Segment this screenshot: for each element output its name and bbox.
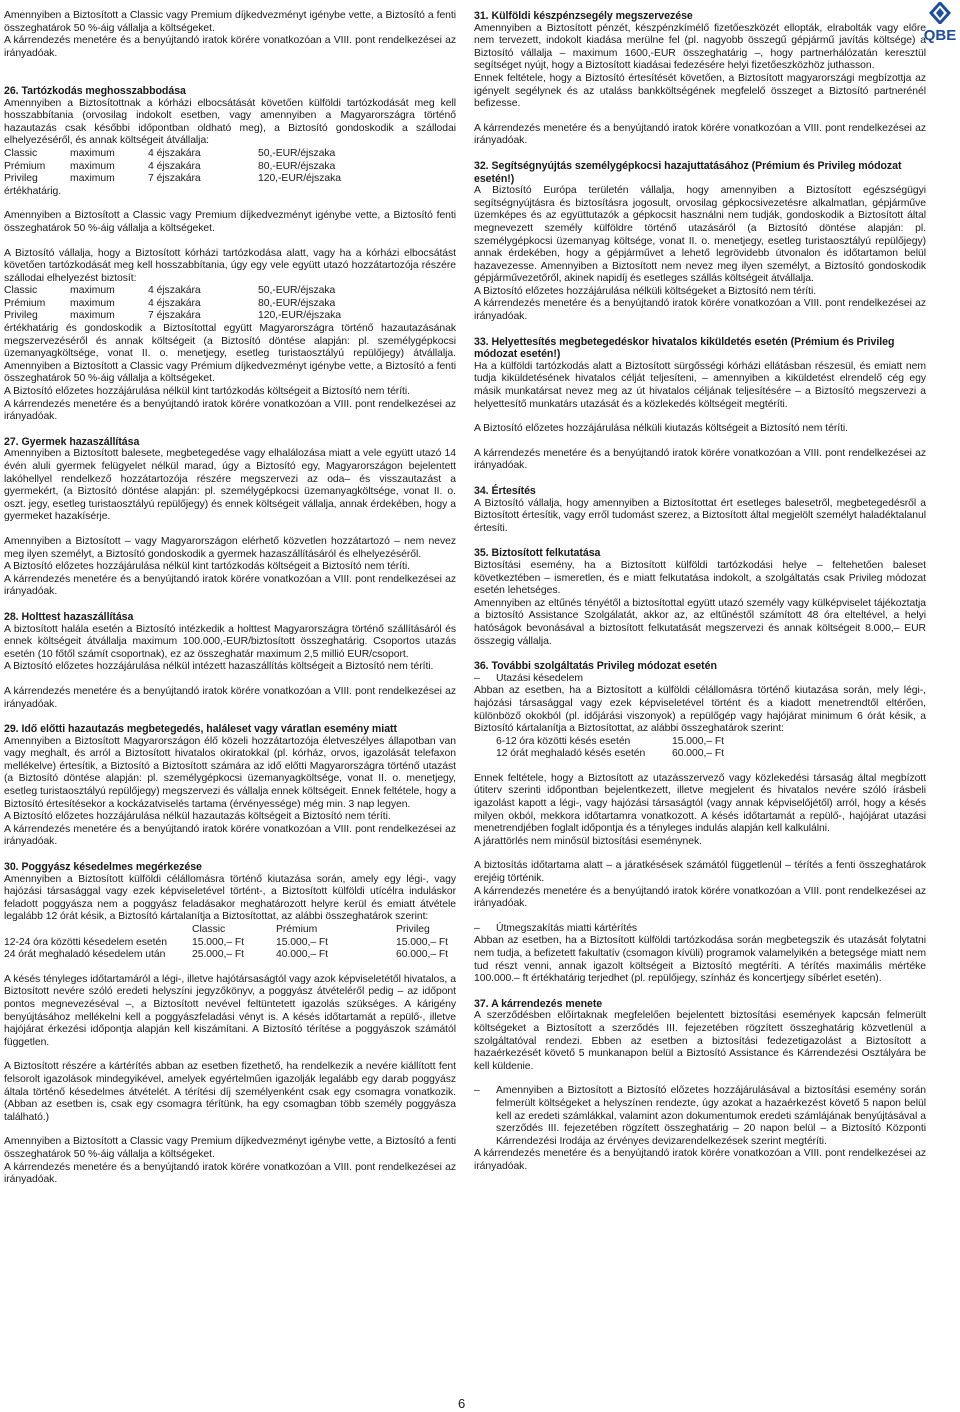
page-number: 6 [458,1396,466,1411]
section-35-title: 35. Biztosított felkutatása [474,547,601,560]
paragraph: A biztosítás időtartama alatt – a járatkésések számától függetlenül – térítés a fenti összeghatárok erejéig történik. [474,860,926,885]
paragraph: A kárrendezés menetére és a benyújtandó iratok körére vonatkozóan a VIII. pont rendelkezései az irányadóak. [4,1161,456,1186]
hotel-rate-table [4,148,341,186]
paragraph: Amennyiben a Biztosított Magyarországon élő közeli hozzátartozója életveszélyes állapotban van vagy meghalt, és arról a Biztosított hivatalos okiratokkal (pl. kórház, orvos, igazolását telefaxon mellékelve) értesítik, a Biztosító a Biztosított számára az idő előtti Magyarországra történő utazást (a Biztosító döntése alapján: pl. személygépkocsi üzemanyagköltsége, vonat II. o. menetjegy, esetleg turistaosztályú repülőjegy) megszervezi és vállalja ennek költségeit. Ennek feltétele, hogy a Biztosító értesítésekor a kockázatviselés tartama (érvényessége) még min. 3 nap legyen. [4,735,456,810]
table-cell: 4 éjszakára [148,297,201,309]
table-cell: maximum [70,285,115,297]
table-cell: Prémium [4,160,46,172]
paragraph: A biztosított halála esetén a Biztosító intézkedik a holttest Magyarországra történő szállításáról és ennek költségeit átvállalja maximum 100.000,-EUR/biztosított összeghatárig. Csoportos utazás esetén (10 főtől számít csoportnak), ez az összeghatár maximum 2,5 millió EUR/csoport. [4,623,456,660]
paragraph: Amennyiben a Biztosított – vagy Magyarországon elérhető közvetlen hozzátartozó – nem nevez meg ilyen személyt, a Biztosító gondoskodik a gyermek hazaszállításáról és elhelyezéséről. [4,535,456,560]
paragraph: A kárrendezés menetére és a benyújtandó iratok körére vonatkozóan a VIII. pont rendelkezései az irányadóak. [4,398,456,423]
table-row [4,148,341,161]
table-cell: 15.000,– Ft [672,735,725,747]
table-cell: 4 éjszakára [148,147,201,159]
table-cell: 4 éjszakára [148,160,201,172]
table-cell: 24 órát meghaladó késedelem után [4,949,166,961]
table-header-row [4,924,456,937]
table-cell: 15.000,– Ft [276,936,329,948]
paragraph: A kárrendezés menetére és a benyújtandó iratok körére vonatkozóan a VIII. pont rendelkezései az irányadóak. [474,298,926,323]
dash-bullet: – [474,1085,480,1097]
baggage-delay-table [4,924,456,962]
dash-bullet: – [474,922,480,934]
paragraph: Amennyiben a Biztosított balesete, megbetegedése vagy elhalálozása miatt a vele együtt utazó 14 évén aluli gyermek felügyelet nélkül marad, úgy a Biztosító egy, Magyarországon bejelentett lakóhellyel rendelkező hozzátartozója részére megszervezi az oda– és visszautazást a gyermekért, (a Biztosító döntése alapján: pl. személygépkocsi üzemanyagköltsége, vonat II. o. oszt. jegy, esetleg turistaosztályú repülőjegy) és ennek költségeit vállalja, annak érdekében, hogy a gyermeket hazakísérje. [4,448,456,523]
dash-item-title: Útmegszakítás miatti kártérítés [496,922,638,934]
section-27-title: 27. Gyermek hazaszállítása [4,435,140,448]
dash-item-text: Amennyiben a Biztosított a Biztosító előzetes hozzájárulásával a biztosítási esemény során felmerült költségeket a helyszínen rendezte, úgy azokat a hazaérkezést követő 5 napon belül kell az eredeti számlákkal, valamint azon dokumentumok eredeti számlájának benyújtásával a szerződés III. fejezetében rögzített összeghatárig – 20 napon belül – a Biztosító Központi Kárrendezési Irodája az érvényes devizarendelkezések szerint megtéríti. [496,1085,926,1147]
paragraph: A kárrendezés menetére és a benyújtandó iratok körére vonatkozóan a VIII. pont rendelkezései az irányadóak. [4,823,456,848]
paragraph: Amennyiben az eltűnés tényétől a biztosítottal együtt utazó személy vagy külképviselet tájékoztatja a biztosító Assistance Szolgálatát, akkor az, az eltűnéstől számított 48 óra elteltével, a helyi hatóságok bevonásával a biztosított felkutatását megszervezi és annak költségeit 8.000,– EUR összegig vállalja. [474,597,926,647]
table-cell: 120,-EUR/éjszaka [258,173,341,185]
table-header-cell: Prémium [276,924,318,935]
paragraph: A Biztosító előzetes hozzájárulása nélkül kint tartózkodás költségeit a Biztosító nem téríti. [4,386,410,398]
paragraph: A Biztosító vállalja, hogy amennyiben a Biztosítottat ért esetleges balesetről, megbetegedésről a Biztosított értesítik, vagy erről tudomást szerez, a Biztosított által megjelölt személyt haladéktalanul értesíti. [474,497,926,534]
table-cell: Privileg [4,173,38,185]
qbe-logo [920,2,960,44]
paragraph: A Biztosító előzetes hozzájárulása nélkül intézett hazaszállítás költségeit a Biztosító nem téríti. [4,661,434,673]
paragraph: A kárrendezés menetére és a benyújtandó iratok körére vonatkozóan a VIII. pont rendelkezései az irányadóak. [474,122,926,147]
table-row [4,173,341,186]
table-row [4,285,341,298]
section-29-title: 29. Idő előtti hazautazás megbetegedés, haláleset vagy váratlan esemény miatt [4,723,397,736]
paragraph: A járattörlés nem minősül biztosítási eseménynek. [474,835,702,847]
dash-bullet: – [474,672,480,684]
table-row [4,298,341,311]
table-cell: 60.000,– Ft [396,949,449,961]
qbe-logo-text: QBE [923,27,957,44]
paragraph: A Biztosító előzetes hozzájárulása nélküli kiutazás költségeit a Biztosító nem téríti. [474,423,848,435]
qbe-emblem-icon [920,2,960,24]
table-cell: 40.000,– Ft [276,949,329,961]
paragraph: Amennyiben a Biztosított a Classic vagy Premium díjkedvezményt igénybe vette, a Biztosító fenti összeghatárok 50 %-áig vállalja a költségeket. [4,210,456,234]
table-cell: maximum [70,173,115,185]
table-cell: 50,-EUR/éjszaka [258,285,336,297]
section-32-title: 32. Segítségnyújtás személygépkocsi hazajuttatásához (Prémium és Privileg módozat esetén!) [474,159,902,185]
paragraph: A kárrendezés menetére és a benyújtandó iratok körére vonatkozóan a VIII. pont rendelkezései az irányadóak. [474,447,926,472]
table-header-cell [4,924,192,937]
table-cell: 80,-EUR/éjszaka [258,297,336,309]
table-header-cell: Classic [192,924,226,935]
paragraph: A kárrendezés menetére és a benyújtandó iratok körére vonatkozóan a VIII. pont rendelkezései az irányadóak. [4,685,456,710]
paragraph: A Biztosított részére a kártérítés abban az esetben fizethető, ha rendelkezik a nevére kiállított fent felsorolt igazolások mindegyikével, amelyek egyértelműen igazolják legalább egy darab poggyász általa történő késedelmes átvételét. A térítési díj személyenként csak egy csomagra vonatkozik. (Abban az esetben is, csak egy csomagra térítünk, ha egy csomagban több személy poggyásza található.) [4,1061,456,1123]
paragraph: Abban az esetben, ha a Biztosított külföldi tartózkodása során megbetegszik és utazását folytatni nem tudja, a befizetett fakultatív (csomagon kívüli) programok valamelyikén a betegsége miatt nem tud részt venni, annak igazolt költségeit a Biztosító megtéríti. A térítés maximális mértéke 100.000.– ft értékhatárig terjedhet (pl. repülőjegy, színház és koncertjegy síbérlet esetén). [474,935,926,985]
table-cell: 50,-EUR/éjszaka [258,147,336,159]
paragraph: Biztosítási esemény, ha a Biztosított külföldi tartózkodási helye – feltehetően baleset következtében – ismeretlen, és e miatt felkutatása indokolt, a szolgáltatás csak Privileg módozat esetén lehetséges. [474,559,926,597]
paragraph: Ennek feltétele, hogy a Biztosított az utazásszervező vagy közlekedési társaság által megbízott útiterv szerinti időpontban bejelentkezett, illetve megjelent és hivatalos nevére szóló írásbeli igazolást kapott a légi-, vagy hajózási társaságtól (vagy annak képviselőjétől) arról, hogy a késés milyen okból, mekkora időtartamra vonatkozott. A késés időtartamát a repülő-, hajójárat utazási menetrendjében foglalt időpontja és a tényleges indulás alapján kell kalkulálni. [474,772,926,835]
paragraph: A kárrendezés menetére és a benyújtandó iratok körére vonatkozóan a VIII. pont rendelkezései az irányadóak. [474,1148,926,1172]
dash-list-item [474,1085,926,1148]
hotel-rate-table [4,285,341,323]
dash-item-title: Utazási késedelem [496,672,583,684]
table-cell: 60.000,– Ft [672,748,725,760]
table-cell: Classic [4,147,38,159]
table-cell: maximum [70,297,115,309]
intro-paragraph: A kárrendezés menetére és a benyújtandó iratok körére vonatkozóan a VIII. pont rendelkezései az irányadóak. [4,35,456,59]
table-header-cell: Privileg [396,924,430,935]
paragraph: Ha a külföldi tartózkodás alatt a Biztosított sürgősségi kórházi ellátásban részesül, és emiatt nem tudja kiküldetésének hivatalos célját teljesíteni, – amennyiben a kiküldetést elrendelő cég egy másik munkatársat nevez meg az út hivatalos céljának teljesítésére – a Biztosító megszervezi a helyettesítő munkatárs utazását és a közlekedés költségeit megtéríti. [474,360,926,410]
table-cell: maximum [70,310,115,322]
left-column [4,10,456,1199]
paragraph: Amennyiben a Biztosított a Classic vagy Premium díjkedvezményt igénybe vette, a Biztosító a fenti összeghatárok 50 %-áig vállalja a költségeket. [4,1136,456,1160]
table-cell: 25.000,– Ft [192,949,245,961]
table-row [4,310,341,323]
table-cell: maximum [70,160,115,172]
table-cell: 80,-EUR/éjszaka [258,160,336,172]
table-cell: 15.000,– Ft [396,936,449,948]
paragraph: értékhatárig és gondoskodik a Biztosítottal együtt Magyarországra történő hazautazásának megszervezéséről és annak költségeit (a Biztosító döntése alapján: pl. személygépkocsi üzemanyagköltsége, vonat II. o. menetjegy, esetleg turistaosztályú repülőjegy) átvállalja. Amennyiben a Biztosított a Classic vagy Prémium díjkedvezményt igénybe vette, a Biztosító a fenti összeghatárok 50 %-áig vállalja a költségeket. [4,323,456,385]
paragraph: A kárrendezés menetére és a benyújtandó iratok körére vonatkozóan a VIII. pont rendelkezései az irányadóak. [474,885,926,910]
table-cell: maximum [70,147,115,159]
section-26-title: 26. Tartózkodás meghosszabbodása [4,84,186,97]
paragraph: A Biztosító előzetes hozzájárulása nélkül hazautazás költségeit a Biztosító nem téríti. [4,811,391,823]
paragraph: A Biztosító előzetes hozzájárulása nélkül kint tartózkodás költségeit a Biztosító nem téríti. [4,561,410,573]
section-34-title: 34. Értesítés [474,485,536,497]
table-cell: 15.000,– Ft [192,936,245,948]
paragraph: A Biztosító előzetes hozzájárulása nélküli költségeket a Biztosító nem téríti. [474,285,817,297]
right-column [474,10,926,1186]
paragraph: A Biztosító vállalja, hogy a Biztosított kórházi tartózkodása alatt, vagy ha a kórházi elbocsátást követően tartózkodását meg kell hosszabbítania, úgy egy vele együtt utazó hozzátartozója részére szállodai elhelyezést biztosít: [4,247,456,284]
dash-list-item [474,923,926,936]
paragraph: A Biztosító Európa területén vállalja, hogy amennyiben a Biztosított egészségügyi segítségnyújtásra és biztosításra jogosult, orvosilag gépkocsivezetésre alkalmatlan, gépjárműve üzemképes és az együttutazók a gépkocsit használni nem tudják, gondoskodik a Biztosított által megnevezett személy külföldre történő utazásáról (a Biztosító döntése alapján: pl. személygépkocsi üzemanyag költsége, vonat II. o. menetjegy, esetleg turistaosztályú repülőjegy) annak érdekében, hogy a gépjárművet a lehető legrövidebb útvonalon és időtartamon belül hazavezesse. Amennyiben a Biztosított nem nevez meg ilyen személyt, a Biztosító gondoskodik gépjárművezetőről, akinek napidíj és esetleges szállás költségeit átvállalja. [474,185,926,285]
paragraph: A szerződésben előírtaknak megfelelően bejelentett biztosítási események kapcsán felmerült költségeket a Biztosított a szerződés III. fejezetében rögzített összeghatárig közvetlenül a szolgáltatóval rendezi. Ebben az esetben a biztosítási fedezetigazolást a Biztosított a hazaérkezését követő 5 munkanapon belül a Biztosító Assistance és Kárrendezési Osztályára be kell küldenie. [474,1010,926,1072]
table-cell: 12 órát meghaladó késés esetén [496,748,646,760]
paragraph: Abban az esetben, ha a Biztosított a külföldi célállomásra történő kiutazása során, mely légi-, hajózási társasággal vagy ezek képviseletével történt és a kiadott menetrendtől eltérően, különböző okokból (pl. időjárási viszonyok) a repülőgép vagy hajójárat minimum 6 órát késik, a Biztosító kártalanítja a Biztosítottat, az alábbi összeghatárok szerint: [474,685,926,735]
paragraph: értékhatárig. [4,185,62,197]
table-cell: Classic [4,285,38,297]
table-cell: Privileg [4,310,38,322]
paragraph: A késés tényleges időtartamáról a légi-, illetve hajótársaságtól vagy azok képviseletétől hivatalos, a Biztosított nevére szóló eredeti helyszíni jegyzőkönyv, a poggyász átvételéről pedig – az időpont pontos megnevezéséval –, a Biztosított nevével feltüntetett igazolás szükséges. A kárigény benyújtásához mellékelni kell a poggyászfeladási vényt is. A késés időtartamát a repülő-, illetve hajójárat érkezési időpontja alapján kell kiszámítani. A Biztosító térítése a poggyászok számától független. [4,973,456,1048]
section-31-title: 31. Külföldi készpénzsegély megszervezése [474,10,693,22]
paragraph: Amennyiben a Biztosítottnak a kórházi elbocsátását követően külföldi tartózkodását meg kell hosszabbítania (orvosilag indokolt esetben, vagy amennyiben a Magyarországra történő hazautazás csak későbbi időpontban oldható meg), a Biztosító gondoskodik a szállodai elhelyezéséről, és annak költségeit átvállalja: [4,97,456,147]
table-row [4,161,341,174]
paragraph: Ennek feltétele, hogy a Biztosító értesítését követően, a Biztosított magyarországi megbízottja az igényelt segélynek és az utaláss bankköltségének megfelelő összeget a Biztosító partnerénél befizesse. [474,72,926,110]
intro-paragraph: Amennyiben a Biztosított a Classic vagy Premium díjkedvezményt igénybe vette, a Biztosító a fenti összeghatárok 50 %-áig vállalja a költségeket. [4,10,456,34]
travel-delay-table [496,736,724,761]
paragraph: Amennyiben a Biztosított pénzét, készpénzkímélő fizetőeszközét ellopták, elrabolták vagy előre nem tervezett, indokolt kiadása merülne fel (pl. nagyobb összegű gépjármű javítás költsége) a Biztosító vállalja – maximum 1600,-EUR összeghatárig –, hogy partnerhálózatán keresztül segítséget nyújt, hogy a Biztosított kiadásai fedezésére helyi fizetőeszközhöz juthasson. [474,22,926,72]
table-cell: 120,-EUR/éjszaka [258,310,341,322]
table-row [496,736,724,749]
table-cell: 7 éjszakára [148,173,201,185]
table-row [4,949,456,962]
table-cell: 6-12 óra közötti késés esetén [496,735,631,747]
section-37-title: 37. A kárrendezés menete [474,997,603,1010]
paragraph: Amennyiben a Biztosított külföldi célállomásra történő kiutazása során, amely egy légi-, vagy hajózási társasággal vagy ezek képviseletével történt-, a Biztosított külföldi utícélra induláskor feladott poggyásza nem a poggyász feladásakor meghatározott helyre kerül és emiatt átvétele legalább 12 órát késik, a Biztosító kártalanítja a Biztosítottat, az alábbi összeghatárok szerint: [4,873,456,923]
table-row [4,937,456,950]
section-36-title: 36. További szolgáltatás Privileg módozat esetén [474,660,717,673]
table-row [496,748,724,761]
section-28-title: 28. Holttest hazaszállítása [4,610,134,623]
dash-list-item [474,673,926,686]
table-cell: Prémium [4,297,46,309]
table-cell: 12-24 óra közötti késedelem esetén [4,936,167,948]
table-cell: 7 éjszakára [148,310,201,322]
table-cell: 4 éjszakára [148,285,201,297]
section-33-title: 33. Helyettesítés megbetegedéskor hivatalos kiküldetés esetén (Prémium és Privileg módozat esetén!) [474,335,895,361]
section-30-title: 30. Poggyász késedelmes megérkezése [4,861,202,874]
paragraph: A kárrendezés menetére és a benyújtandó iratok körére vonatkozóan a VIII. pont rendelkezései az irányadóak. [4,573,456,598]
